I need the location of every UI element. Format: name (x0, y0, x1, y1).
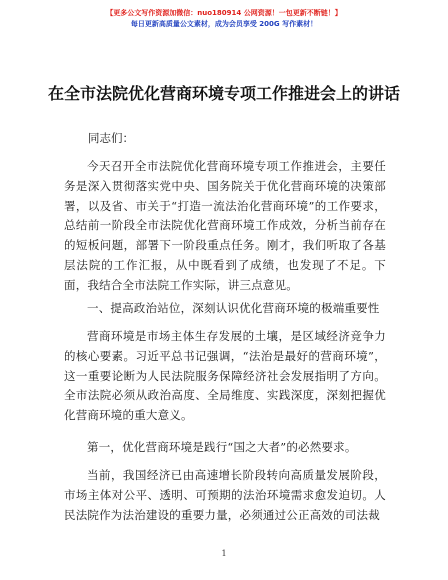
paragraph-intro: 今天召开全市法院优化营商环境专项工作推进会，主要任务是深入贯彻落实党中央、国务院关于优化营商环境的决策部署，以及省、市关于“打造一流法治化营商环境”的工作要求，总结前一阶段全市法院优化营商环境工作成效，分析当前存在的短板问题，部署下一阶段重点任务。刚才，我们听取了各基层法院的工作汇报，从中既看到了成绩，也发现了不足。下面，我结合全市法院工作实际，讲三点意见。 (64, 159, 386, 292)
promo-banner (0, 8, 448, 30)
subsection-heading-1: 第一，优化营商环境是践行“国之大者”的必然要求。 (87, 440, 357, 454)
paragraph-subsection-1: 当前，我国经济已由高速增长阶段转向高质量发展阶段，市场主体对公平、透明、可预期的法治环境需求愈发迫切。人民法院作为法治建设的重要力量，必须通过公正高效的司法裁 (64, 468, 386, 522)
section-heading-1: 一、提高政治站位，深刻认识优化营商环境的极端重要性 (87, 301, 380, 315)
page-number: 1 (221, 549, 227, 558)
salutation: 同志们： (88, 131, 134, 145)
promo-banner-line-1: 【更多公文写作资源加微信：nuo180914 公网资源！一包更新不断链！】 (106, 9, 342, 17)
promo-banner-line-2: 每日更新高质量公文素材，成为会员享受 200G 写作素材！ (130, 20, 318, 28)
document-title: 在全市法院优化营商环境专项工作推进会上的讲话 (47, 84, 400, 103)
paragraph-section-1: 营商环境是市场主体生存发展的土壤，是区域经济竞争力的核心要素。习近平总书记强调，“法治是最好的营商环境”，这一重要论断为人民法院服务保障经济社会发展指明了方向。全市法院必须从政治高度、全局维度、实践深度，深刻把握优化营商环境的重大意义。 (64, 329, 386, 423)
